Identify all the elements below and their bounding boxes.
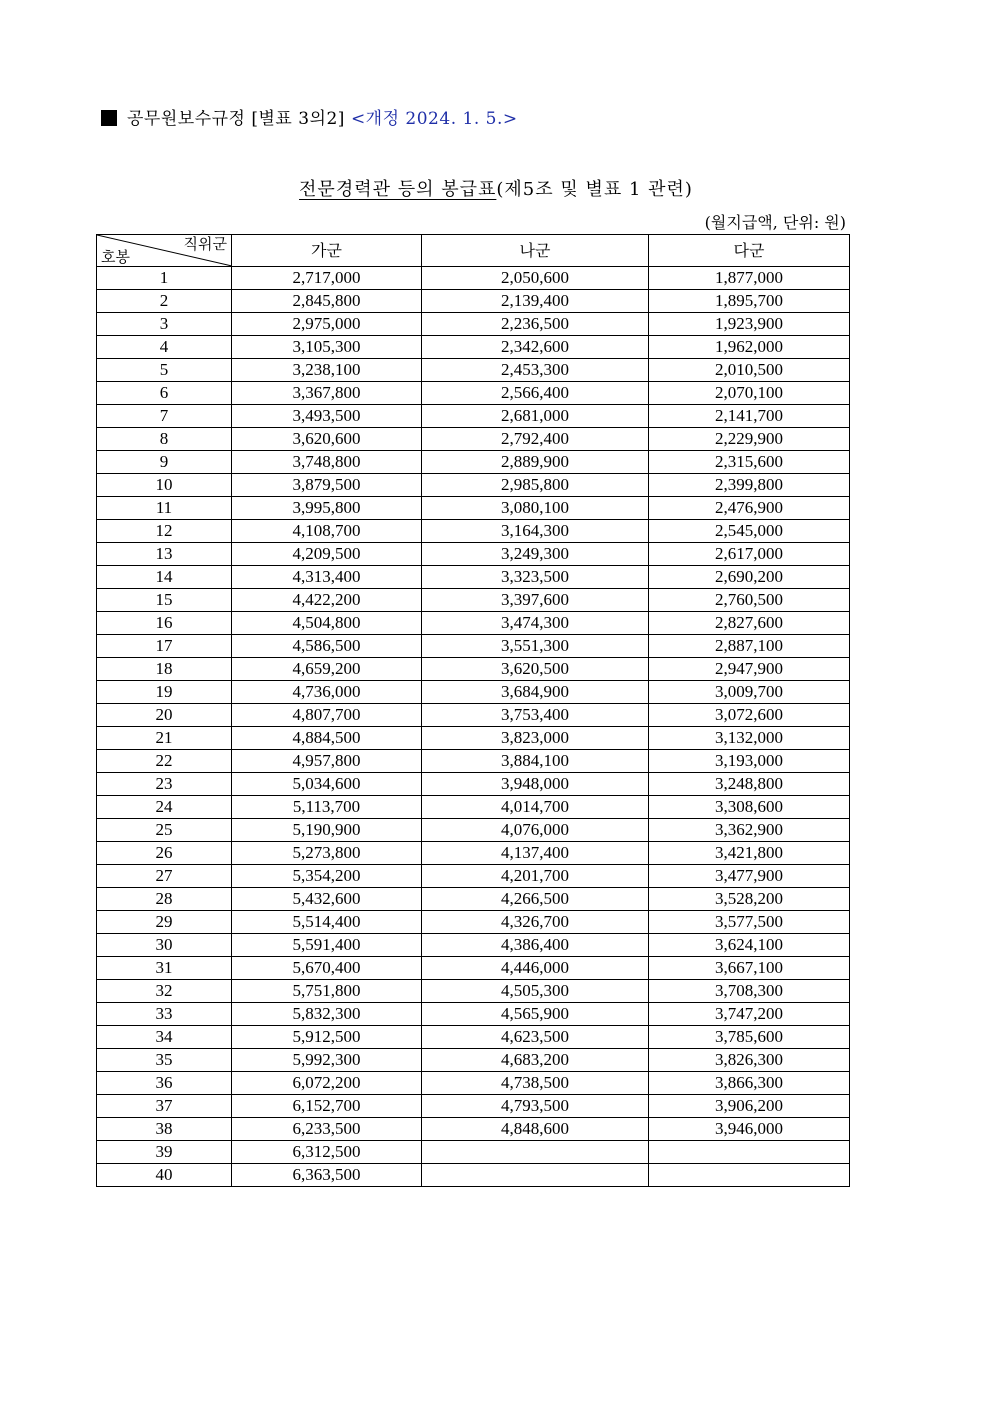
- table-row: [97, 267, 850, 290]
- step-cell: 25: [97, 819, 232, 842]
- step-cell: 36: [97, 1072, 232, 1095]
- ga-cell: 5,591,400: [232, 934, 422, 957]
- table-row: [97, 911, 850, 934]
- na-cell: 3,684,900: [422, 681, 649, 704]
- ga-cell: 3,105,300: [232, 336, 422, 359]
- table-row: [97, 612, 850, 635]
- da-cell: 2,315,600: [649, 451, 850, 474]
- da-cell: 3,785,600: [649, 1026, 850, 1049]
- step-cell: 30: [97, 934, 232, 957]
- da-cell: 3,866,300: [649, 1072, 850, 1095]
- ga-cell: 5,912,500: [232, 1026, 422, 1049]
- table-row: [97, 313, 850, 336]
- ga-cell: 3,620,600: [232, 428, 422, 451]
- page-title: [0, 175, 992, 201]
- da-cell: 3,826,300: [649, 1049, 850, 1072]
- table-row: [97, 842, 850, 865]
- table-row: [97, 1141, 850, 1164]
- da-cell: 2,947,900: [649, 658, 850, 681]
- na-cell: 4,266,500: [422, 888, 649, 911]
- na-cell: 2,453,300: [422, 359, 649, 382]
- step-cell: 6: [97, 382, 232, 405]
- ga-cell: 6,072,200: [232, 1072, 422, 1095]
- step-cell: 27: [97, 865, 232, 888]
- na-cell: 4,565,900: [422, 1003, 649, 1026]
- step-cell: 28: [97, 888, 232, 911]
- na-cell: 2,342,600: [422, 336, 649, 359]
- da-cell: 2,760,500: [649, 589, 850, 612]
- na-cell: 4,446,000: [422, 957, 649, 980]
- step-cell: 26: [97, 842, 232, 865]
- ga-cell: 5,190,900: [232, 819, 422, 842]
- na-cell: 2,681,000: [422, 405, 649, 428]
- step-cell: 13: [97, 543, 232, 566]
- da-cell: 1,923,900: [649, 313, 850, 336]
- da-cell: 2,617,000: [649, 543, 850, 566]
- da-cell: 2,476,900: [649, 497, 850, 520]
- step-cell: 3: [97, 313, 232, 336]
- da-cell: 3,946,000: [649, 1118, 850, 1141]
- step-cell: 1: [97, 267, 232, 290]
- ga-cell: 3,879,500: [232, 474, 422, 497]
- step-cell: 19: [97, 681, 232, 704]
- regulation-title: 공무원보수규정 [별표 3의2]: [127, 109, 345, 129]
- da-cell: 2,399,800: [649, 474, 850, 497]
- da-cell: 2,141,700: [649, 405, 850, 428]
- na-cell: 3,164,300: [422, 520, 649, 543]
- ga-cell: 4,313,400: [232, 566, 422, 589]
- na-cell: 3,397,600: [422, 589, 649, 612]
- da-cell: 3,248,800: [649, 773, 850, 796]
- table-row: [97, 1026, 850, 1049]
- ga-cell: 4,422,200: [232, 589, 422, 612]
- step-cell: 2: [97, 290, 232, 313]
- ga-cell: 5,514,400: [232, 911, 422, 934]
- da-cell: 2,545,000: [649, 520, 850, 543]
- na-cell: 4,137,400: [422, 842, 649, 865]
- step-cell: 11: [97, 497, 232, 520]
- table-row: [97, 1003, 850, 1026]
- step-cell: 39: [97, 1141, 232, 1164]
- ga-cell: 4,504,800: [232, 612, 422, 635]
- ga-cell: 4,659,200: [232, 658, 422, 681]
- na-cell: 3,249,300: [422, 543, 649, 566]
- table-row: [97, 1049, 850, 1072]
- na-cell: 2,139,400: [422, 290, 649, 313]
- regulation-header: [101, 104, 518, 129]
- na-cell: [422, 1141, 649, 1164]
- ga-cell: 5,432,600: [232, 888, 422, 911]
- na-cell: 2,889,900: [422, 451, 649, 474]
- da-cell: 2,827,600: [649, 612, 850, 635]
- na-cell: 2,236,500: [422, 313, 649, 336]
- na-cell: 4,326,700: [422, 911, 649, 934]
- corner-step-label: 호봉: [101, 248, 130, 266]
- ga-cell: 5,034,600: [232, 773, 422, 796]
- ga-cell: 5,273,800: [232, 842, 422, 865]
- na-cell: 4,738,500: [422, 1072, 649, 1095]
- da-cell: 3,477,900: [649, 865, 850, 888]
- da-cell: 3,708,300: [649, 980, 850, 1003]
- na-cell: [422, 1164, 649, 1187]
- step-cell: 8: [97, 428, 232, 451]
- step-cell: 38: [97, 1118, 232, 1141]
- table-row: [97, 451, 850, 474]
- na-cell: 4,793,500: [422, 1095, 649, 1118]
- da-cell: 1,962,000: [649, 336, 850, 359]
- da-cell: 3,308,600: [649, 796, 850, 819]
- da-cell: 1,877,000: [649, 267, 850, 290]
- step-cell: 32: [97, 980, 232, 1003]
- step-cell: 14: [97, 566, 232, 589]
- corner-header-cell: [97, 235, 232, 267]
- table-row: [97, 888, 850, 911]
- ga-cell: 5,751,800: [232, 980, 422, 1003]
- table-row: [97, 635, 850, 658]
- da-cell: 3,624,100: [649, 934, 850, 957]
- ga-cell: 4,209,500: [232, 543, 422, 566]
- na-cell: 4,683,200: [422, 1049, 649, 1072]
- ga-cell: 3,748,800: [232, 451, 422, 474]
- da-cell: 3,528,200: [649, 888, 850, 911]
- ga-cell: 4,736,000: [232, 681, 422, 704]
- table-row: [97, 405, 850, 428]
- step-cell: 12: [97, 520, 232, 543]
- ga-cell: 4,957,800: [232, 750, 422, 773]
- da-cell: 1,895,700: [649, 290, 850, 313]
- step-cell: 16: [97, 612, 232, 635]
- ga-cell: 5,992,300: [232, 1049, 422, 1072]
- da-cell: 3,193,000: [649, 750, 850, 773]
- ga-cell: 4,807,700: [232, 704, 422, 727]
- na-cell: 3,474,300: [422, 612, 649, 635]
- table-body: [97, 267, 850, 1187]
- na-cell: 3,323,500: [422, 566, 649, 589]
- table-row: [97, 704, 850, 727]
- step-cell: 20: [97, 704, 232, 727]
- ga-cell: 4,586,500: [232, 635, 422, 658]
- ga-cell: 6,312,500: [232, 1141, 422, 1164]
- ga-cell: 2,975,000: [232, 313, 422, 336]
- table-row: [97, 658, 850, 681]
- step-cell: 35: [97, 1049, 232, 1072]
- ga-cell: 2,717,000: [232, 267, 422, 290]
- column-header-ga: 가군: [232, 235, 422, 267]
- da-cell: 2,690,200: [649, 566, 850, 589]
- table-row: [97, 819, 850, 842]
- unit-note: (월지급액, 단위: 원): [704, 213, 846, 232]
- na-cell: 4,848,600: [422, 1118, 649, 1141]
- da-cell: 3,577,500: [649, 911, 850, 934]
- na-cell: 4,076,000: [422, 819, 649, 842]
- step-cell: 37: [97, 1095, 232, 1118]
- na-cell: 2,566,400: [422, 382, 649, 405]
- na-cell: 3,551,300: [422, 635, 649, 658]
- table-row: [97, 566, 850, 589]
- ga-cell: 3,995,800: [232, 497, 422, 520]
- title-main: 전문경력관 등의 봉급표: [299, 179, 497, 200]
- na-cell: 2,985,800: [422, 474, 649, 497]
- na-cell: 3,884,100: [422, 750, 649, 773]
- ga-cell: 2,845,800: [232, 290, 422, 313]
- table-row: [97, 1072, 850, 1095]
- step-cell: 15: [97, 589, 232, 612]
- table-row: [97, 589, 850, 612]
- table-header-row: [97, 235, 850, 267]
- ga-cell: 4,108,700: [232, 520, 422, 543]
- ga-cell: 5,832,300: [232, 1003, 422, 1026]
- ga-cell: 6,363,500: [232, 1164, 422, 1187]
- na-cell: 4,505,300: [422, 980, 649, 1003]
- step-cell: 4: [97, 336, 232, 359]
- table-row: [97, 865, 850, 888]
- da-cell: 2,887,100: [649, 635, 850, 658]
- da-cell: 2,010,500: [649, 359, 850, 382]
- table-row: [97, 428, 850, 451]
- ga-cell: 5,354,200: [232, 865, 422, 888]
- da-cell: 3,667,100: [649, 957, 850, 980]
- corner-position-label: 직위군: [183, 235, 227, 253]
- da-cell: 3,362,900: [649, 819, 850, 842]
- da-cell: 3,747,200: [649, 1003, 850, 1026]
- table-row: [97, 796, 850, 819]
- ga-cell: 3,367,800: [232, 382, 422, 405]
- table-row: [97, 681, 850, 704]
- na-cell: 4,386,400: [422, 934, 649, 957]
- step-cell: 21: [97, 727, 232, 750]
- title-suffix: (제5조 및 별표 1 관련): [496, 179, 693, 200]
- amendment-date: <개정 2024. 1. 5.>: [350, 109, 518, 129]
- table-row: [97, 1164, 850, 1187]
- da-cell: [649, 1141, 850, 1164]
- column-header-da: 다군: [649, 235, 850, 267]
- ga-cell: 3,493,500: [232, 405, 422, 428]
- table-row: [97, 980, 850, 1003]
- da-cell: 3,072,600: [649, 704, 850, 727]
- na-cell: 3,948,000: [422, 773, 649, 796]
- table-row: [97, 773, 850, 796]
- black-square-icon: [101, 110, 117, 126]
- na-cell: 3,823,000: [422, 727, 649, 750]
- table-row: [97, 359, 850, 382]
- step-cell: 29: [97, 911, 232, 934]
- step-cell: 18: [97, 658, 232, 681]
- step-cell: 22: [97, 750, 232, 773]
- step-cell: 34: [97, 1026, 232, 1049]
- ga-cell: 4,884,500: [232, 727, 422, 750]
- table-row: [97, 1095, 850, 1118]
- table-row: [97, 1118, 850, 1141]
- na-cell: 3,620,500: [422, 658, 649, 681]
- step-cell: 9: [97, 451, 232, 474]
- table-row: [97, 934, 850, 957]
- step-cell: 40: [97, 1164, 232, 1187]
- step-cell: 7: [97, 405, 232, 428]
- step-cell: 10: [97, 474, 232, 497]
- table-row: [97, 520, 850, 543]
- step-cell: 31: [97, 957, 232, 980]
- table-row: [97, 750, 850, 773]
- na-cell: 2,050,600: [422, 267, 649, 290]
- na-cell: 2,792,400: [422, 428, 649, 451]
- step-cell: 17: [97, 635, 232, 658]
- column-header-na: 나군: [422, 235, 649, 267]
- ga-cell: 6,152,700: [232, 1095, 422, 1118]
- step-cell: 5: [97, 359, 232, 382]
- na-cell: 4,014,700: [422, 796, 649, 819]
- ga-cell: 6,233,500: [232, 1118, 422, 1141]
- da-cell: 2,070,100: [649, 382, 850, 405]
- table-row: [97, 336, 850, 359]
- da-cell: 3,421,800: [649, 842, 850, 865]
- da-cell: 3,906,200: [649, 1095, 850, 1118]
- table-row: [97, 543, 850, 566]
- table-row: [97, 290, 850, 313]
- da-cell: 3,132,000: [649, 727, 850, 750]
- da-cell: 2,229,900: [649, 428, 850, 451]
- table-row: [97, 382, 850, 405]
- da-cell: [649, 1164, 850, 1187]
- step-cell: 24: [97, 796, 232, 819]
- table-row: [97, 957, 850, 980]
- ga-cell: 5,670,400: [232, 957, 422, 980]
- table-row: [97, 727, 850, 750]
- na-cell: 3,753,400: [422, 704, 649, 727]
- ga-cell: 5,113,700: [232, 796, 422, 819]
- na-cell: 4,623,500: [422, 1026, 649, 1049]
- na-cell: 4,201,700: [422, 865, 649, 888]
- da-cell: 3,009,700: [649, 681, 850, 704]
- table-row: [97, 497, 850, 520]
- table-row: [97, 474, 850, 497]
- step-cell: 23: [97, 773, 232, 796]
- step-cell: 33: [97, 1003, 232, 1026]
- na-cell: 3,080,100: [422, 497, 649, 520]
- salary-table: [96, 234, 850, 1187]
- ga-cell: 3,238,100: [232, 359, 422, 382]
